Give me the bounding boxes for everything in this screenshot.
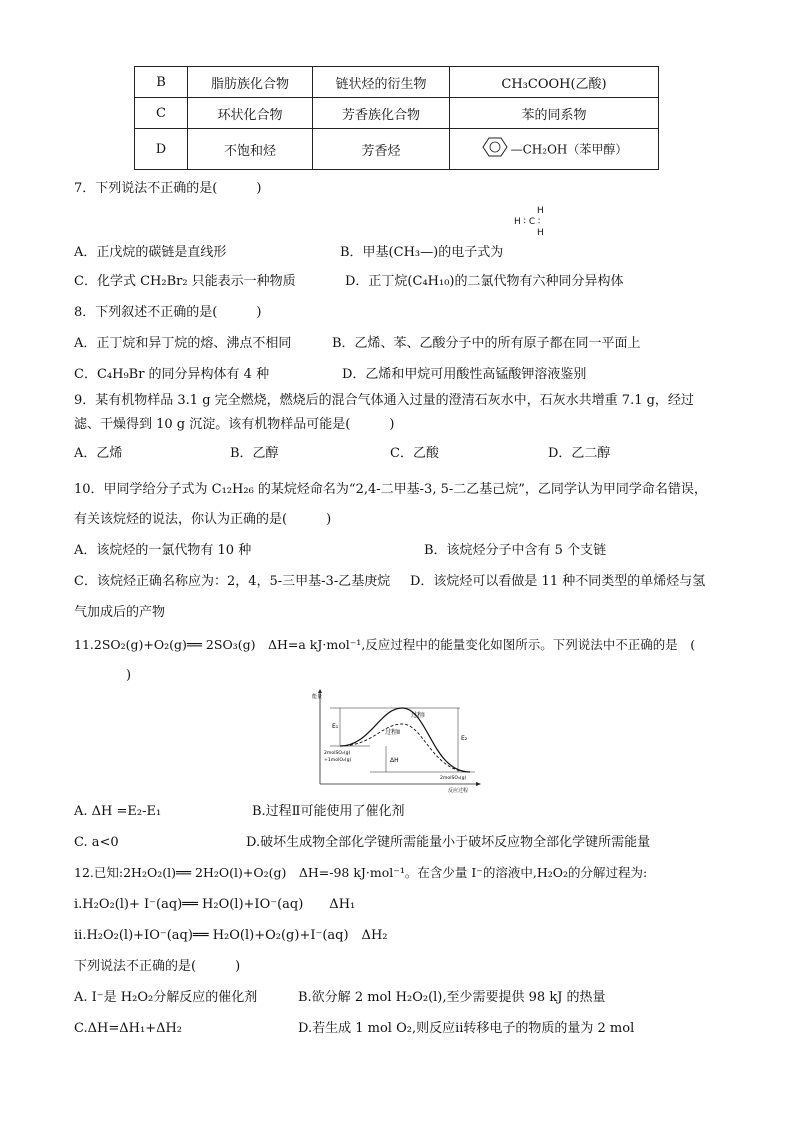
q12-option-a: A. I⁻是 H₂O₂分解反应的催化剂 — [74, 990, 258, 1005]
q10-line-1: 10．甲同学给分子式为 C₁₂H₂₆ 的某烷烃命名为“2,4-二甲基-3, 5-二乙基己烷”，乙同学认为甲同学命名错误， — [74, 482, 707, 497]
q7-option-b: B．甲基(CH₃—)的电子式为 — [340, 245, 504, 260]
q10-option-d-cont: 气加成后的产物 — [74, 605, 166, 620]
q7-option-c: C．化学式 CH₂Br₂ 只能表示一种物质 — [74, 274, 296, 289]
table-cell: 链状烃的衍生物 — [313, 67, 450, 98]
q12-line-1: 12.已知:2H₂O₂(l)══ 2H₂O(l)+O₂(g) ΔH=-98 kJ·mol⁻¹。在含少量 I⁻的溶液中,H₂O₂的分解过程为: — [74, 865, 648, 880]
process-1-label: 过程Ⅰ — [411, 712, 425, 719]
q11-option-a: A. ΔH =E₂-E₁ — [74, 804, 162, 819]
q12-option-b: B.欲分解 2 mol H₂O₂(l),至少需要提供 98 kJ 的热量 — [298, 990, 606, 1005]
q11-line-2: ) — [126, 668, 132, 683]
reactant-label-1: 2molSO₂(g) — [324, 751, 351, 756]
energy-diagram — [310, 688, 486, 794]
q12-step-1: ⅰ.H₂O₂(l)+ I⁻(aq)══ H₂O(l)+IO⁻(aq) ΔH₁ — [74, 897, 356, 912]
q9-option-b: B．乙醇 — [230, 446, 279, 461]
table-cell: CH₃COOH(乙酸) — [450, 67, 659, 98]
lewis-bot: H — [537, 228, 544, 238]
table-cell: B — [135, 67, 188, 98]
table-cell: 环状化合物 — [188, 98, 313, 129]
q12-option-d: D.若生成 1 mol O₂,则反应ⅱ转移电子的物质的量为 2 mol — [298, 1021, 635, 1036]
table-cell: D — [135, 129, 188, 170]
q10-option-a: A．该烷烃的一氯代物有 10 种 — [74, 543, 252, 558]
e1-label: E₁ — [332, 723, 339, 730]
q11-option-b: B.过程Ⅱ可能使用了催化剂 — [252, 804, 405, 819]
lewis-top: H — [537, 206, 544, 216]
table-cell: 芳香烃 — [313, 129, 450, 170]
x-axis-label: 反应过程 — [448, 788, 469, 794]
q9-line-1: 9．某有机物样品 3.1 g 完全燃烧，燃烧后的混合气体通入过量的澄清石灰水中，石灰水共增重 7.1 g，经过 — [74, 393, 694, 408]
q12-step-2: ⅱ.H₂O₂(l)+IO⁻(aq)══ H₂O(l)+O₂(g)+I⁻(aq) ΔH₂ — [74, 928, 388, 943]
q7-option-d: D．正丁烷(C₄H₁₀)的二氯代物有六种同分异构体 — [345, 274, 624, 289]
q7-option-a: A．正戊烷的碳链是直线形 — [74, 245, 227, 260]
reactant-label-2: +1molO₂(g) — [324, 758, 352, 763]
q11-option-c: C. a<0 — [74, 835, 119, 850]
e2-label: E₂ — [461, 735, 468, 742]
q10-option-d: D．该烷烃可以看做是 11 种不同类型的单烯烃与氢 — [410, 574, 706, 589]
table-cell: 苯的同系物 — [450, 98, 659, 129]
q10-option-c: C．该烷烃正确名称应为：2，4，5-三甲基-3-乙基庚烷 — [74, 574, 391, 589]
methyl-lewis-structure — [514, 206, 544, 239]
product-label: 2molSO₃(g) — [440, 776, 467, 781]
benzyl-alcohol-label: —CH₂OH（苯甲醇） — [510, 142, 628, 157]
q8-stem: 8．下列叙述不正确的是( ) — [74, 305, 262, 320]
table-cell: 不饱和烃 — [188, 129, 313, 170]
q8-option-c: C．C₄H₉Br 的同分异构体有 4 种 — [74, 367, 270, 382]
y-axis-label: 能量 — [312, 694, 323, 700]
q8-option-b: B．乙烯、苯、乙酸分子中的所有原子都在同一平面上 — [332, 336, 641, 351]
q11-option-d: D.破坏生成物全部化学键所需能量小于破坏反应物全部化学键所需能量 — [246, 835, 651, 850]
q10-line-2: 有关该烷烃的说法，你认为正确的是( ) — [74, 512, 332, 527]
benzene-ring-icon — [481, 136, 511, 162]
process-1-curve — [340, 708, 470, 772]
q8-option-a: A．正丁烷和异丁烷的熔、沸点不相同 — [74, 336, 292, 351]
delta-h-label: ΔH — [390, 757, 399, 764]
table-row — [135, 129, 659, 170]
process-2-label: 过程Ⅱ — [385, 729, 400, 736]
q11-line-1: 11.2SO₂(g)+O₂(g)══ 2SO₃(g) ΔH=a kJ·mol⁻¹,反应过程中的能量变化如图所示。下列说法中不正确的是 ( — [74, 637, 696, 652]
table-cell: C — [135, 98, 188, 129]
q10-option-b: B．该烷烃分子中含有 5 个支链 — [424, 543, 607, 558]
q7-stem: 7．下列说法不正确的是( ) — [74, 181, 262, 196]
table-row — [135, 67, 659, 98]
q9-option-a: A．乙烯 — [74, 446, 123, 461]
table-cell: 脂肪族化合物 — [188, 67, 313, 98]
classification-table — [134, 66, 659, 170]
lewis-mid: H ∶ C ∶ — [514, 217, 541, 227]
q12-option-c: C.ΔH=ΔH₁+ΔH₂ — [74, 1021, 182, 1036]
q8-option-d: D．乙烯和甲烷可用酸性高锰酸钾溶液鉴别 — [342, 367, 587, 382]
q9-line-2: 滤、干燥得到 10 g 沉淀。该有机物样品可能是( ) — [74, 417, 395, 432]
q9-option-d: D．乙二醇 — [548, 446, 611, 461]
table-row — [135, 98, 659, 129]
table-cell — [450, 129, 659, 170]
q12-stem: 下列说法不正确的是( ) — [74, 959, 241, 974]
q9-option-c: C．乙酸 — [390, 446, 439, 461]
table-cell: 芳香族化合物 — [313, 98, 450, 129]
